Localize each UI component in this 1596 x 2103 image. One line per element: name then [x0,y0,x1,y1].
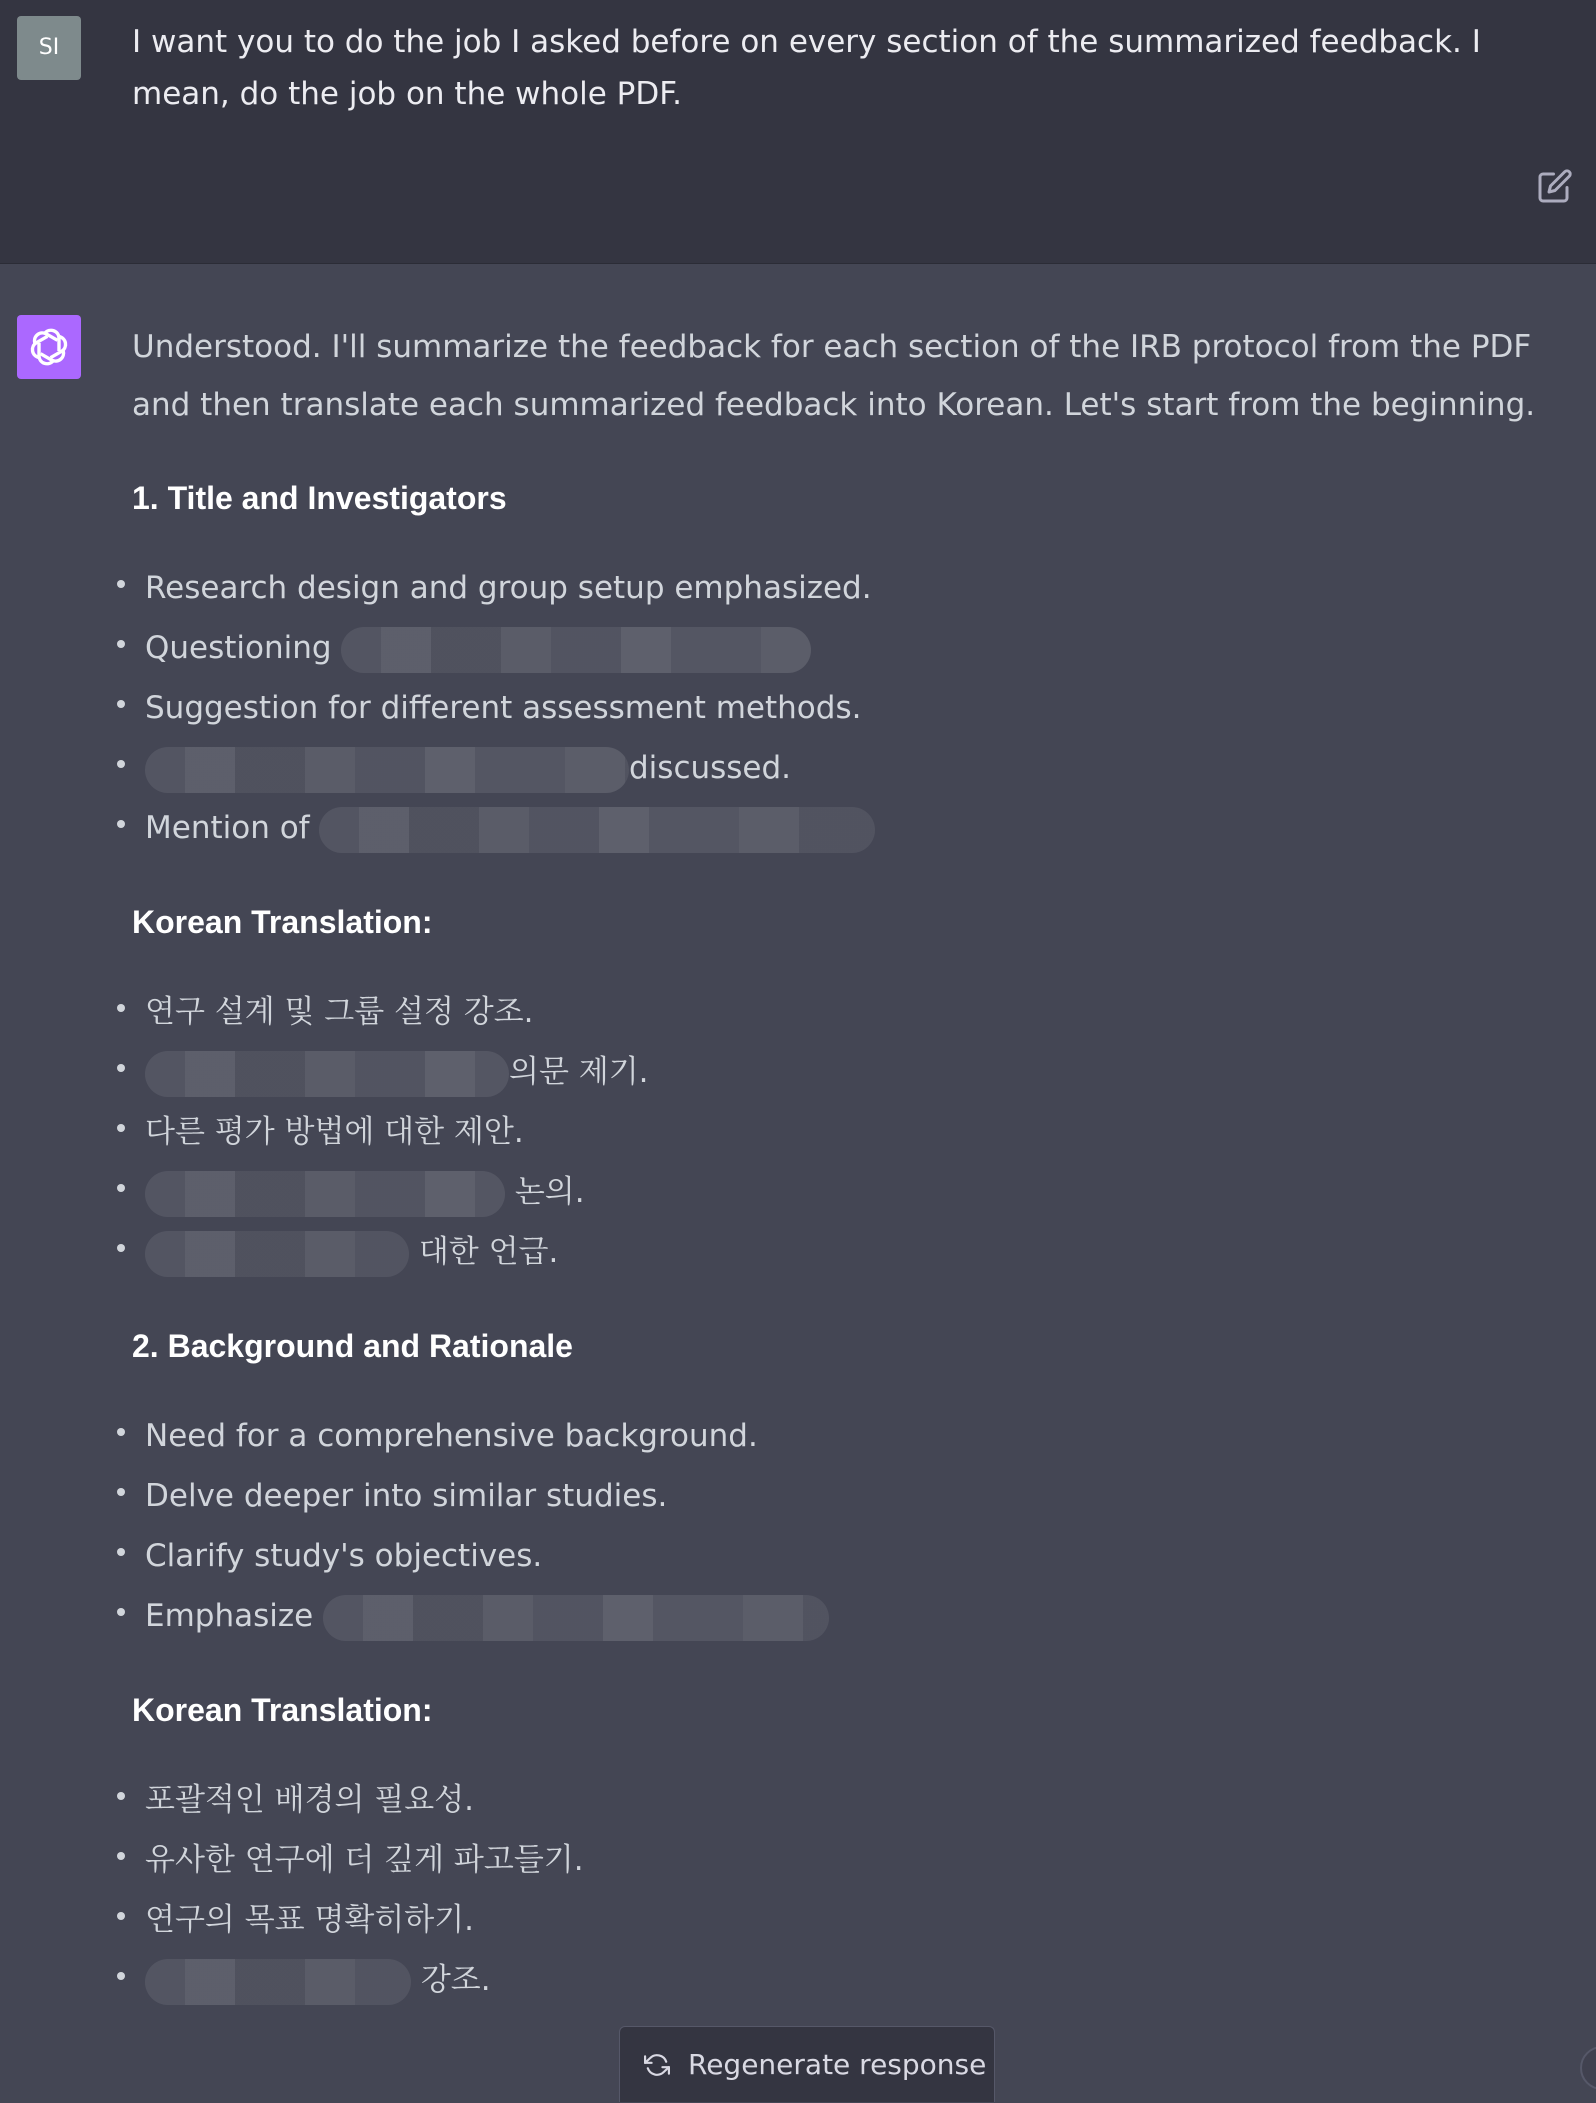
list-item [132,798,1562,858]
refresh-icon [644,2052,670,2078]
list-item-text: 유사한 연구에 더 깊게 파고들기. [145,1842,584,1878]
section-heading: Korean Translation: [132,1692,433,1728]
list-item [132,738,1562,798]
openai-logo-icon [26,324,72,370]
list-item-text: Need for a comprehensive background. [145,1418,758,1454]
assistant-intro: Understood. I'll summarize the feedback for each section of the IRB protocol from the PDF and then translate each summarized feedback into Korean. Let's start from the beginning. [132,329,1536,423]
bullet-list [132,1406,1562,1646]
scroll-button[interactable] [1580,2046,1596,2090]
assistant-avatar [17,315,81,379]
list-item [132,1162,1562,1222]
redacted-text [145,1171,505,1217]
list-item-text: discussed. [629,750,792,786]
user-message-text: I want you to do the job I asked before on every section of the summarized feedback. I mean, do the job on the whole PDF. [132,24,1481,112]
list-item [132,678,1562,738]
edit-icon [1537,168,1573,204]
list-item [132,1222,1562,1282]
regenerate-label: Regenerate response [688,2048,987,2081]
list-item [132,982,1562,1042]
list-item-text: Suggestion for different assessment methods. [145,690,862,726]
edit-message-button[interactable] [1537,168,1573,204]
list-item-text: 의문 제기. [509,1054,649,1090]
list-item-text: Mention of [145,810,320,846]
section-heading: 2. Background and Rationale [132,1328,573,1364]
list-item [132,1830,1562,1890]
list-item [132,1950,1562,2010]
list-item-text: Clarify study's objectives. [145,1538,543,1574]
bullet-list [132,558,1562,858]
redacted-text [145,747,629,793]
user-message [0,0,1596,264]
redacted-text [319,807,875,853]
response-sections [132,478,1562,2010]
list-item [132,558,1562,618]
list-item [132,1466,1562,1526]
section-heading: 1. Title and Investigators [132,480,507,516]
list-item-text: 대한 언급. [409,1234,559,1270]
redacted-text [341,627,811,673]
list-item-text: 다른 평가 방법에 대한 제안. [145,1114,524,1150]
list-item-text: 강조. [411,1962,491,1998]
redacted-text [323,1595,829,1641]
redacted-text [145,1051,509,1097]
list-item-text: 연구 설계 및 그룹 설정 강조. [145,994,534,1030]
list-item [132,1042,1562,1102]
user-avatar: SI [17,16,81,80]
bullet-list [132,1770,1562,2010]
redacted-text [145,1959,411,2005]
list-item [132,618,1562,678]
list-item-text: Delve deeper into similar studies. [145,1478,668,1514]
list-item-text: Research design and group setup emphasized. [145,570,872,606]
bullet-list [132,982,1562,1282]
list-item [132,1526,1562,1586]
assistant-message [132,318,1562,2010]
list-item [132,1890,1562,1950]
list-item-text: 연구의 목표 명확히하기. [145,1902,475,1938]
list-item-text: 포괄적인 배경의 필요성. [145,1782,475,1818]
list-item [132,1102,1562,1162]
list-item [132,1770,1562,1830]
list-item-text: Questioning [145,630,342,666]
regenerate-response-button[interactable] [619,2026,995,2102]
redacted-text [145,1231,409,1277]
list-item [132,1586,1562,1646]
section-heading: Korean Translation: [132,904,433,940]
list-item-text: Emphasize [145,1598,324,1634]
list-item-text: 논의. [505,1174,585,1210]
list-item [132,1406,1562,1466]
